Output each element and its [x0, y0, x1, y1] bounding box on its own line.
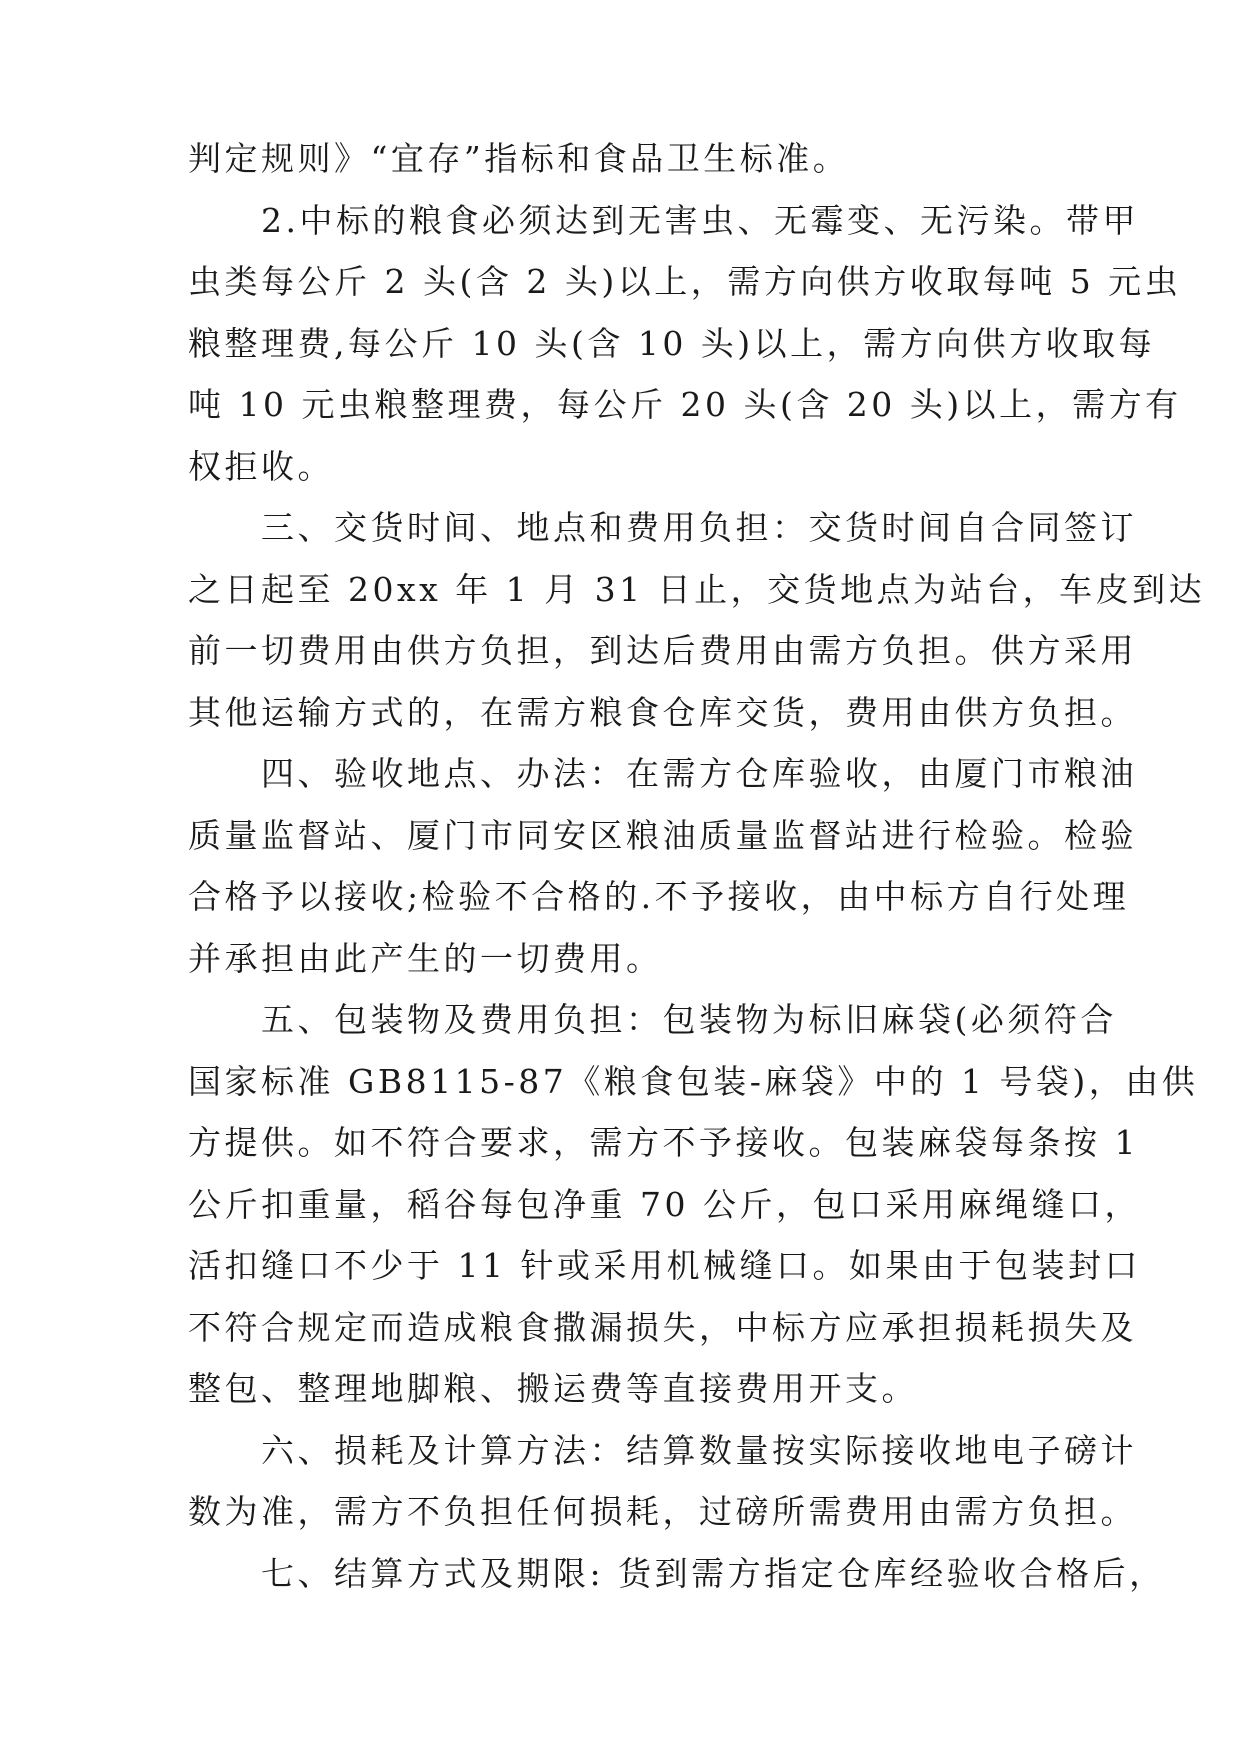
text-line: 前一切费用由供方负担，到达后费用由需方负担。供方采用 — [188, 631, 1137, 670]
text-line: 三、交货时间、地点和费用负担：交货时间自合同签订 — [188, 508, 1137, 547]
text-line: 五、包装物及费用负担：包装物为标旧麻袋(必须符合 — [188, 1000, 1117, 1039]
text-line: 不符合规定而造成粮食撒漏损失，中标方应承担损耗损失及 — [188, 1307, 1137, 1347]
text-line: 2.中标的粮食必须达到无害虫、无霉变、无污染。带甲 — [188, 200, 1139, 240]
document-body — [188, 128, 1206, 1604]
text-line: 判定规则》“宜存”指标和食品卫生标准。 — [188, 139, 850, 178]
text-line: 并承担由此产生的一切费用。 — [188, 938, 663, 978]
text-line: 虫类每公斤 2 头(含 2 头)以上，需方向供方收取每吨 5 元虫 — [188, 262, 1182, 301]
text-line: 吨 10 元虫粮整理费，每公斤 20 头(含 20 头)以上，需方有 — [188, 385, 1182, 424]
text-line: 整包、整理地脚粮、搬运费等直接费用开支。 — [188, 1369, 918, 1408]
text-line: 数为准，需方不负担任何损耗，过磅所需费用由需方负担。 — [188, 1492, 1137, 1531]
text-line: 四、验收地点、办法：在需方仓库验收，由厦门市粮油 — [188, 754, 1137, 793]
text-line: 其他运输方式的，在需方粮食仓库交货，费用由供方负担。 — [188, 692, 1137, 732]
text-line: 粮整理费,每公斤 10 头(含 10 头)以上，需方向供方收取每 — [188, 323, 1156, 363]
text-line: 七、结算方式及期限: 货到需方指定仓库经验收合格后， — [188, 1553, 1166, 1593]
text-line: 质量监督站、厦门市同安区粮油质量监督站进行检验。检验 — [188, 815, 1137, 855]
text-line: 六、损耗及计算方法：结算数量按实际接收地电子磅计 — [188, 1430, 1137, 1470]
text-line: 公斤扣重量，稻谷每包净重 70 公斤，包口采用麻绳缝口， — [188, 1184, 1141, 1224]
text-line: 国家标准 GB8115-87《粮食包装-麻袋》中的 1 号袋)，由供 — [188, 1061, 1199, 1101]
text-line: 方提供。如不符合要求，需方不予接收。包装麻袋每条按 1 — [188, 1123, 1139, 1162]
text-line: 合格予以接收;检验不合格的.不予接收，由中标方自行处理 — [188, 877, 1130, 916]
text-line: 权拒收。 — [188, 446, 334, 486]
text-line: 活扣缝口不少于 11 针或采用机械缝口。如果由于包装封口 — [188, 1246, 1141, 1285]
text-line: 之日起至 20xx 年 1 月 31 日止，交货地点为站台，车皮到达 — [188, 569, 1206, 609]
